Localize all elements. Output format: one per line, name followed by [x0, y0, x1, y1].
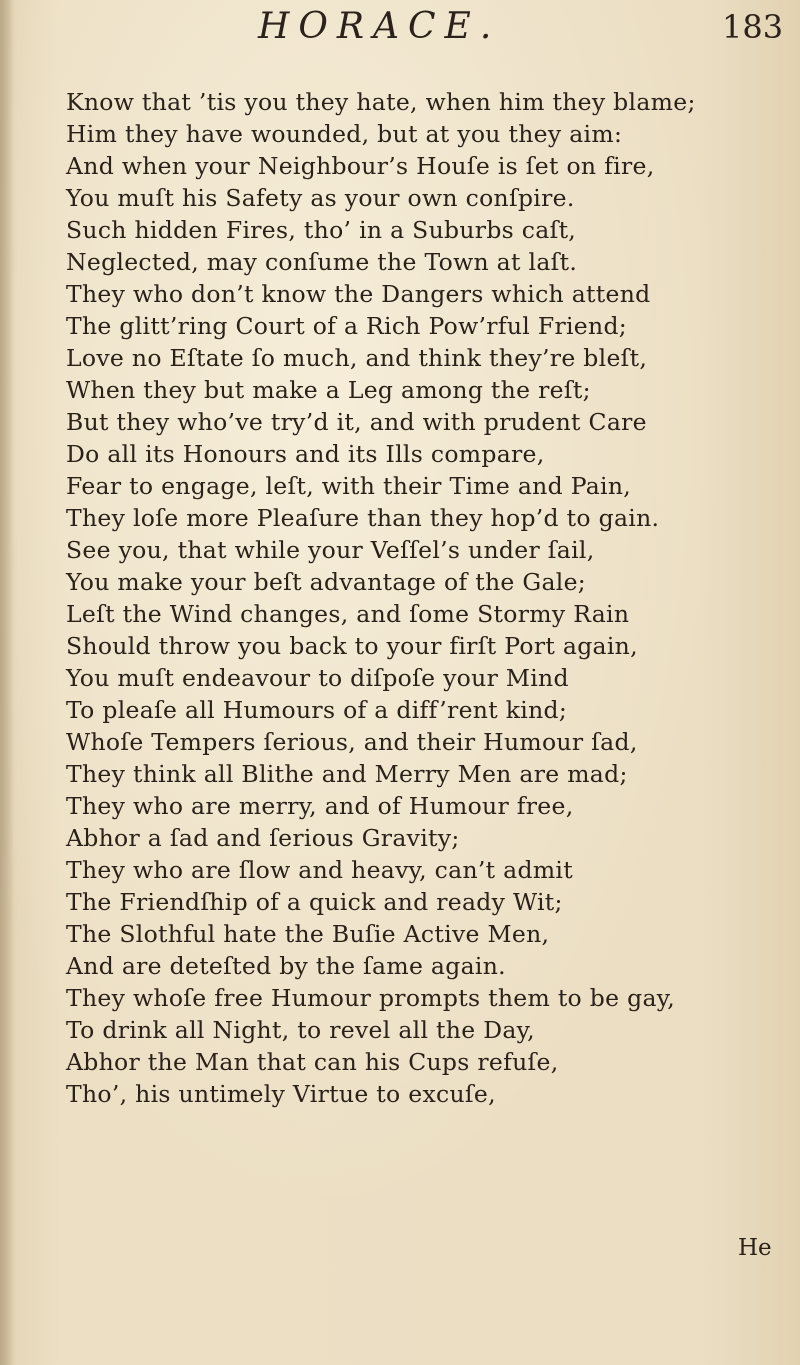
verse-line: They who are merry, and of Humour free,	[66, 792, 574, 820]
verse-line: You muſt endeavour to diſpoſe your Mind	[66, 664, 569, 692]
verse-line: Abhor a ſad and ſerious Gravity;	[66, 824, 460, 852]
verse-line: Love no Eſtate ſo much, and think they’re bleſt,	[66, 344, 648, 372]
verse-line: To drink all Night, to revel all the Day,	[66, 1016, 535, 1044]
verse-line: To pleaſe all Humours of a diff’rent kind;	[66, 696, 568, 724]
verse-line: And are deteſted by the ſame again.	[66, 952, 506, 980]
verse-line: They who don’t know the Dangers which attend	[66, 280, 651, 308]
verse-line: But they who’ve try’d it, and with prudent Care	[66, 408, 647, 436]
verse-line: Him they have wounded, but at you they aim:	[66, 120, 623, 148]
verse-line: Leſt the Wind changes, and ſome Stormy Rain	[66, 600, 630, 628]
verse-line: Know that ’tis you they hate, when him they blame;	[66, 88, 696, 116]
verse-line: Whoſe Tempers ſerious, and their Humour ſad,	[66, 728, 638, 756]
verse-line: Tho’, his untimely Virtue to excuſe,	[66, 1080, 496, 1108]
verse-line: When they but make a Leg among the reſt;	[66, 376, 591, 404]
verse-line: Should throw you back to your firſt Port again,	[66, 632, 638, 660]
verse-line: They loſe more Pleaſure than they hop’d to gain.	[66, 504, 660, 532]
running-head-title: HORACE.	[258, 6, 501, 47]
verse-line: And when your Neighbour’s Houſe is ſet on fire,	[66, 152, 655, 180]
verse-line: The glitt’ring Court of a Rich Pow’rful Friend;	[66, 312, 628, 340]
verse-line: The Slothful hate the Buſie Active Men,	[66, 920, 550, 948]
verse-line: Do all its Honours and its Ills compare,	[66, 440, 545, 468]
catchword: He	[738, 1235, 772, 1261]
page-number: 183	[722, 8, 784, 46]
verse-line: Fear to engage, leſt, with their Time and Pain,	[66, 472, 632, 500]
page-gutter-shadow	[0, 0, 14, 1365]
running-head	[0, 6, 800, 56]
verse-line: They who are ſlow and heavy, can’t admit	[66, 856, 573, 884]
verse-line: They whoſe free Humour prompts them to be gay,	[66, 984, 675, 1012]
verse-line: Neglected, may conſume the Town at laſt.	[66, 248, 578, 276]
verse-line: They think all Blithe and Merry Men are mad;	[66, 760, 628, 788]
verse-line: Abhor the Man that can his Cups refuſe,	[66, 1048, 559, 1076]
verse-line: You muſt his Safety as your own conſpire.	[66, 184, 575, 212]
verse-line: Such hidden Fires, tho’ in a Suburbs caſt,	[66, 216, 577, 244]
verse-line: You make your beſt advantage of the Gale;	[66, 568, 587, 596]
verse-line: See you, that while your Veſſel’s under ſail,	[66, 536, 595, 564]
verse-line: The Friendſhip of a quick and ready Wit;	[66, 888, 563, 916]
